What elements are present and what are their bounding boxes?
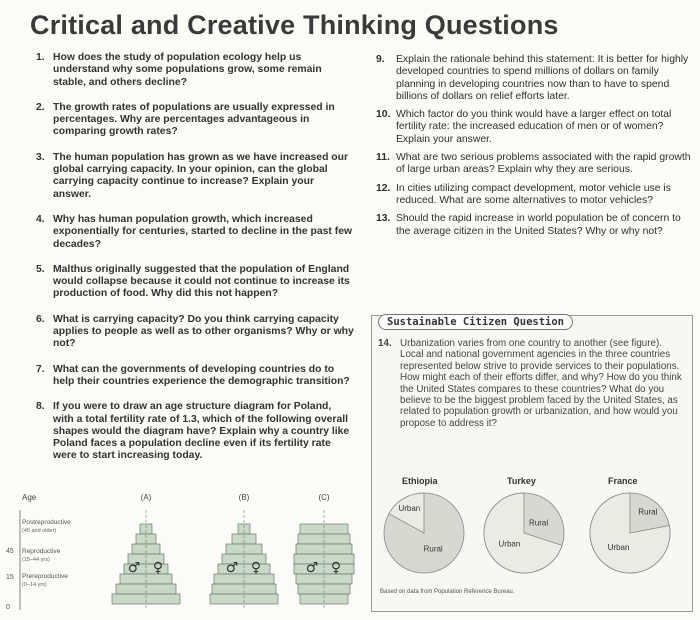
question-text: How does the study of population ecology help us understand why some populations grow, some remain stable, and others decline? (53, 52, 322, 88)
question-number: 13. (376, 213, 391, 225)
male-symbol-icon: ♂ (127, 560, 141, 576)
question-text: In cities utilizing compact development, motor vehicle use is reduced. What are some alternatives to motor vehicles? (396, 182, 671, 206)
country-label-ethiopia: Ethiopia (402, 476, 438, 486)
age-pyramid-c (294, 510, 354, 610)
question-item (376, 109, 694, 146)
male-symbol-icon: ♂ (225, 560, 239, 576)
country-label-france: France (608, 476, 638, 486)
right-question-list (376, 54, 694, 244)
age-axis-title: Age (22, 493, 37, 502)
female-symbol-icon: ♀ (330, 560, 342, 576)
question-item (36, 401, 354, 462)
question-text: What can the governments of developing countries do to help their countries experience the demographic transition? (53, 363, 350, 387)
question-number: 2. (36, 101, 45, 113)
question-text: The growth rates of populations are usually expressed in percentages. Why are percentages advantageous in comparing growth rates? (53, 101, 335, 138)
question-item (376, 54, 694, 103)
question-number: 9. (376, 54, 385, 65)
question-number: 4. (36, 213, 45, 225)
pie-turkey (484, 493, 564, 573)
age-group-label: Prereproductive (22, 573, 68, 580)
question-item (36, 364, 354, 389)
question-text: Should the rapid increase in world population be of concern to the average citizen in the United States? Why or why not? (396, 213, 681, 237)
question-item (36, 214, 354, 251)
pie-rural-label: Rural (638, 507, 658, 517)
age-group-label: Postreproductive (22, 519, 71, 526)
age-tick-label: 0 (6, 604, 10, 611)
sustainable-citizen-label: Sustainable Citizen Question (378, 314, 573, 330)
age-group-range: (0–14 yrs) (22, 582, 47, 588)
question-number: 6. (36, 313, 45, 325)
age-group-range: (15–44 yrs) (22, 557, 50, 563)
pie-france (590, 493, 670, 573)
urbanization-pie-charts (372, 488, 692, 588)
pie-urban-label: Urban (607, 542, 630, 552)
pie-ethiopia (384, 493, 464, 573)
question-item (376, 183, 694, 208)
male-symbol-icon: ♂ (305, 560, 319, 576)
question-text: Malthus originally suggested that the population of England would collapse because it could not continue to increase its production of food. Why did this not happen? (53, 263, 350, 300)
question-text: What is carrying capacity? Do you think carrying capacity applies to people as well as to other organisms? Why or why not? (53, 313, 354, 350)
source-note: Based on data from Population Reference Bureau. (380, 589, 515, 595)
question-item (36, 314, 354, 351)
question-item (376, 213, 694, 238)
question-number: 5. (36, 263, 45, 275)
question-item (36, 102, 354, 139)
question-item (36, 264, 354, 301)
question-text: Explain the rationale behind this statement: It is better for highly developed countries to spend millions of dollars on family planning in developing countries now than to have to spend billions of dollars on relief efforts later. (396, 54, 689, 102)
page-title: Critical and Creative Thinking Questions (30, 10, 559, 40)
age-group-range: (45 and older) (22, 528, 57, 534)
country-label-turkey: Turkey (507, 476, 536, 486)
panel-label: (B) (238, 493, 250, 502)
question-text: Which factor do you think would have a larger effect on total fertility rate: the increased education of men or of women? Explain your answer. (396, 109, 672, 145)
pie-urban-label: Urban (398, 504, 421, 514)
question-14 (378, 338, 686, 429)
question-number: 3. (36, 151, 45, 163)
left-question-list (36, 52, 354, 476)
question-item (36, 52, 354, 89)
pie-rural-label: Rural (528, 518, 549, 528)
female-symbol-icon: ♀ (152, 560, 164, 576)
question-number: 10. (376, 109, 391, 121)
pie-rural-label: Rural (423, 544, 443, 554)
age-tick-label: 15 (6, 574, 14, 581)
pie-urban-label: Urban (498, 539, 521, 549)
sustainable-citizen-box (371, 315, 693, 612)
question-number: 12. (376, 182, 391, 194)
question-item (36, 152, 354, 201)
question-number: 8. (36, 401, 45, 413)
question-number: 14. (378, 338, 392, 349)
age-structure-figure (6, 488, 364, 616)
panel-label: (C) (318, 493, 330, 502)
question-number: 7. (36, 363, 45, 375)
question-item (376, 152, 694, 177)
question-text: What are two serious problems associated with the rapid growth of large urban areas? Explain why they are serious. (396, 152, 691, 176)
question-text: The human population has grown as we have increased our global carrying capacity. In your opinion, can the global carrying capacity continue to increase? Explain your answer. (53, 151, 349, 200)
question-text: Urbanization varies from one country to another (see figure). Local and national government agencies in the three countries represented below strive to provide services to their populations. How might each of their efforts differ, and why? How do you think the United States compares to these countries? What do you believe to be the biggest problem faced by the United States, as related to population growth or urbanization, and how would you propose to address it? (400, 338, 682, 429)
question-text: Why has human population growth, which increased exponentially for centuries, started to decline in the past few decades? (53, 213, 353, 250)
age-tick-label: 45 (6, 548, 14, 555)
female-symbol-icon: ♀ (250, 560, 262, 576)
panel-label: (A) (140, 493, 152, 502)
question-number: 1. (36, 52, 45, 63)
age-group-label: Reproductive (22, 548, 61, 555)
age-pyramid-b (210, 510, 278, 610)
question-number: 11. (376, 152, 390, 164)
question-text: If you were to draw an age structure diagram for Poland, with a total fertility rate of 1.3, which of the following overall shapes would the diagram have? Explain why a country like Poland faces a population decline even if its fertility rate were to start increasing today. (53, 401, 350, 462)
age-pyramid-a (112, 510, 180, 610)
